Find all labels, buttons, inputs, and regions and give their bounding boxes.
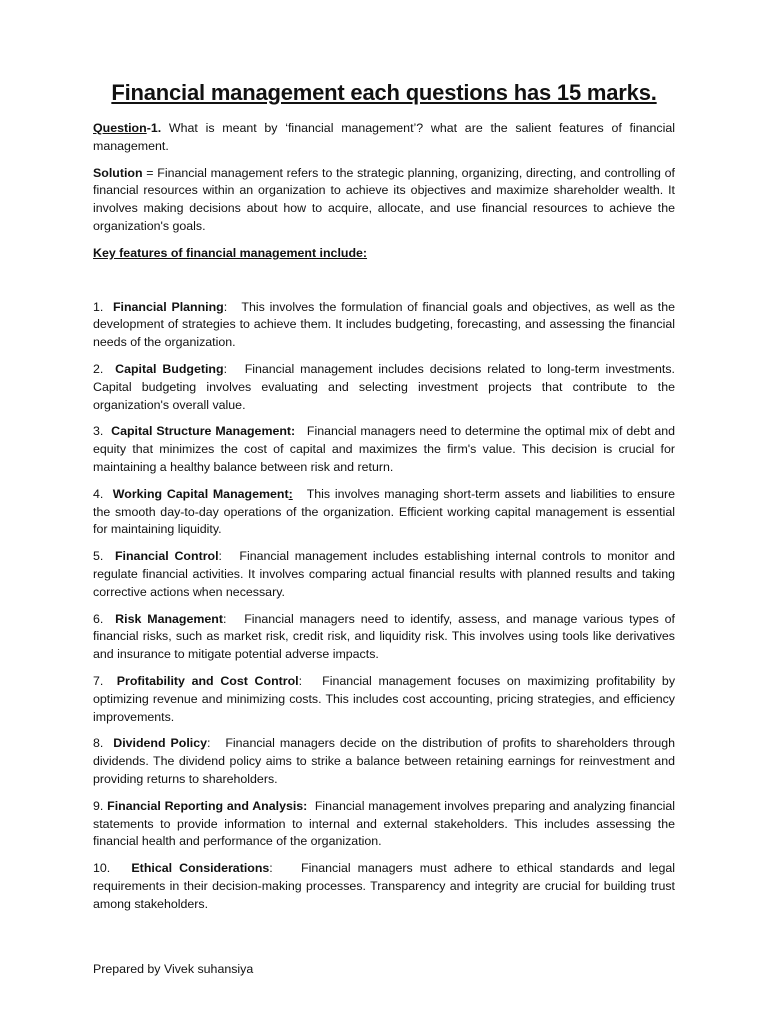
list-item — [93, 486, 675, 539]
item-title: Profitability and Cost Control — [116, 673, 299, 688]
item-separator: : — [298, 673, 303, 688]
item-title: Risk Management — [115, 611, 223, 626]
list-item — [93, 361, 675, 414]
list-item — [93, 798, 675, 851]
item-text: Financial managers need to determine the optimal mix of debt and equity that minimizes the cost of capital and maximizes the firm's value. This decision is crucial for maintaining a healthy balance between risk and return. — [93, 424, 676, 474]
solution-label: Solution — [93, 165, 143, 180]
item-separator: : — [269, 861, 273, 876]
question-number: -1. — [146, 121, 162, 135]
item-text: This involves managing short-term assets and liabilities to ensure the smooth day-to-day operations of the organization. Efficient working capital management is essential for maintaining liquidity. — [93, 486, 676, 537]
list-item — [93, 735, 675, 788]
item-title: Financial Control — [114, 549, 219, 564]
question-label: Question — [93, 121, 147, 135]
item-title: Dividend Policy — [113, 736, 208, 751]
item-text: Financial management includes decisions related to long-term investments. Capital budgeting involves evaluating and selecting investment projects that contribute to the organization's overall value. — [93, 361, 676, 412]
item-text: Financial managers must adhere to ethical standards and legal requirements in their decision-making processes. Transparency and integrity are crucial for building trust among stakeholders. — [93, 861, 676, 911]
item-title: Capital Budgeting — [115, 361, 224, 376]
list-item — [93, 611, 675, 664]
item-title: Financial Planning — [112, 299, 224, 314]
solution-paragraph — [93, 165, 675, 236]
item-number: 10. — [93, 861, 111, 876]
page-title: Financial management each questions has 15 marks. — [111, 80, 657, 105]
item-separator: : — [288, 486, 293, 501]
item-separator: : — [218, 549, 222, 564]
question-text: What is meant by ‘financial management’? what are the salient features of financial management. — [93, 121, 675, 153]
item-title: Ethical Considerations — [131, 861, 270, 876]
list-item — [93, 299, 675, 352]
list-item — [93, 423, 675, 476]
question-paragraph — [93, 120, 675, 156]
item-number: 5. — [93, 549, 104, 564]
item-text: Financial managers need to identify, assess, and manage various types of financial risks, such as market risk, credit risk, and liquidity risk. This involves using tools like derivatives and insurance to mitigate potential adverse impacts. — [93, 611, 676, 662]
item-number: 9. — [93, 798, 104, 813]
solution-text: = Financial management refers to the strategic planning, organizing, directing, and controlling of financial resources within an organization to achieve its objectives and maximize shareholder wealth. It involves making decisions about how to acquire, allocate, and use financial resources to achieve the organization's goals. — [93, 165, 675, 233]
item-separator: : — [207, 736, 211, 751]
item-text: This involves the formulation of financial goals and objectives, as well as the development of strategies to achieve them. It includes budgeting, forecasting, and assessing the financial needs of the organization. — [93, 299, 676, 350]
features-list — [93, 299, 675, 914]
item-text: Financial management includes establishing internal controls to monitor and regulate financial activities. It involves comparing actual financial results with planned results and taking corrective actions when necessary. — [93, 549, 676, 599]
item-number: 1. — [93, 299, 104, 314]
item-separator: : — [223, 361, 228, 376]
footer-credit: Prepared by Vivek suhansiya — [93, 962, 254, 976]
item-number: 4. — [93, 486, 104, 501]
item-number: 2. — [93, 361, 104, 376]
item-text: Financial managers decide on the distribution of profits to shareholders through dividends. The dividend policy aims to strike a balance between retaining earnings for reinvestment and providing returns to shareholders. — [93, 736, 676, 786]
item-title: Financial Reporting and Analysis: — [107, 798, 308, 813]
item-text: Financial management focuses on maximizing profitability by optimizing revenue and minimizing costs. This includes cost accounting, pricing strategies, and efficiency improvements. — [93, 673, 676, 724]
item-title: Working Capital Management — [112, 486, 289, 501]
item-title: Capital Structure Management: — [111, 424, 296, 439]
list-item — [93, 548, 675, 601]
item-text: Financial management involves preparing and analyzing financial statements to provide information to internal and external stakeholders. This includes assessing the financial health and performance of the organization. — [93, 798, 675, 849]
item-separator: : — [223, 611, 227, 626]
item-separator: : — [223, 299, 228, 314]
list-item — [93, 860, 675, 913]
item-number: 3. — [93, 424, 104, 439]
document-page — [93, 78, 675, 922]
item-number: 6. — [93, 611, 104, 626]
item-number: 8. — [93, 736, 104, 751]
list-item — [93, 673, 675, 726]
item-number: 7. — [93, 673, 104, 688]
key-features-heading: Key features of financial management include: — [93, 245, 368, 260]
